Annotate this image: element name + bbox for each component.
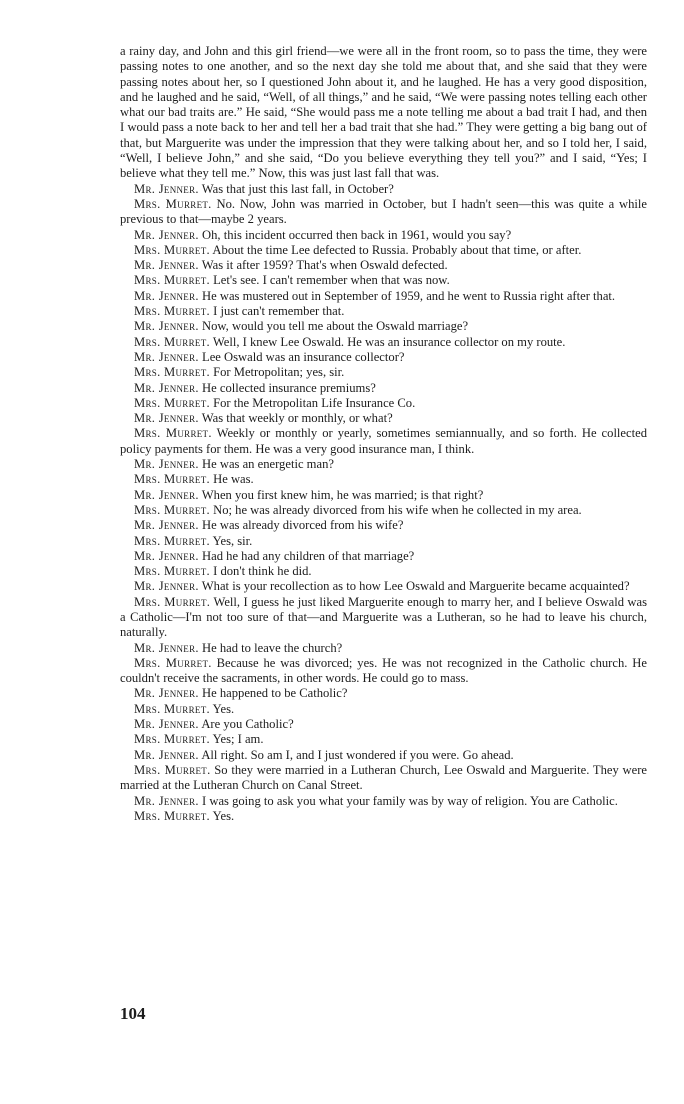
testimony-line bbox=[120, 396, 647, 411]
transcript-page bbox=[120, 44, 647, 824]
speaker-label: Mr. Jenner. bbox=[134, 319, 199, 334]
testimony-line bbox=[120, 534, 647, 549]
statement-text: He happened to be Catholic? bbox=[202, 686, 348, 701]
statement-text: He was mustered out in September of 1959, and he went to Russia right after that. bbox=[202, 288, 616, 303]
testimony-line bbox=[120, 717, 647, 732]
testimony-line bbox=[120, 549, 647, 564]
statement-text: No. Now, John was married in October, but I hadn't seen—this was quite a while previous to that—maybe 2 years. bbox=[120, 196, 647, 227]
statement-text: He collected insurance premiums? bbox=[202, 380, 376, 395]
speaker-label: Mrs. Murret. bbox=[134, 365, 210, 380]
testimony-line bbox=[120, 518, 647, 533]
testimony-line bbox=[120, 472, 647, 487]
statement-text: Yes; I am. bbox=[212, 732, 264, 747]
testimony-line bbox=[120, 411, 647, 426]
statement-text: I don't think he did. bbox=[213, 564, 312, 579]
speaker-label: Mr. Jenner. bbox=[134, 349, 199, 364]
speaker-label: Mr. Jenner. bbox=[134, 457, 199, 472]
statement-text: Because he was divorced; yes. He was not recognized in the Catholic church. He couldn't receive the sacraments, in other words. He could go to mass. bbox=[120, 655, 647, 686]
statement-text: All right. So am I, and I just wondered if you were. Go ahead. bbox=[201, 747, 514, 762]
statement-text: I was going to ask you what your family was by way of religion. You are Catholic. bbox=[202, 793, 618, 808]
speaker-label: Mrs. Murret. bbox=[134, 426, 212, 441]
testimony-line bbox=[120, 381, 647, 396]
testimony-exchanges bbox=[120, 182, 647, 824]
testimony-line bbox=[120, 335, 647, 350]
statement-text: For the Metropolitan Life Insurance Co. bbox=[213, 395, 416, 410]
speaker-label: Mr. Jenner. bbox=[134, 288, 199, 303]
testimony-line bbox=[120, 365, 647, 380]
testimony-line bbox=[120, 748, 647, 763]
speaker-label: Mrs. Murret. bbox=[134, 655, 212, 670]
speaker-label: Mrs. Murret. bbox=[134, 594, 211, 609]
statement-text: Oh, this incident occurred then back in 1961, would you say? bbox=[202, 227, 512, 242]
statement-text: Now, would you tell me about the Oswald marriage? bbox=[202, 319, 469, 334]
speaker-label: Mrs. Murret. bbox=[134, 701, 210, 716]
statement-text: No; he was already divorced from his wife when he collected in my area. bbox=[213, 502, 582, 517]
statement-text: For Metropolitan; yes, sir. bbox=[213, 365, 345, 380]
statement-text: He had to leave the church? bbox=[202, 640, 343, 655]
statement-text: Was that weekly or monthly, or what? bbox=[201, 411, 393, 426]
statement-text: Lee Oswald was an insurance collector? bbox=[202, 349, 405, 364]
speaker-label: Mr. Jenner. bbox=[134, 747, 199, 762]
opening-paragraph: a rainy day, and John and this girl friend—we were all in the front room, so to pass the time, they were passing notes to one another, and so the next day she told me about that, and she said that they were passing notes about her, so I questioned John about it, and he laughed. He has a very good disposition, and he laughed and he said, “Well, of all things,” and he said, “We were passing notes telling each other what our bad traits are.” He said, “She would pass me a note telling me about a bad trait I had, and then I would pass a note back to her and tell her a bad trait that she had.” They were getting a big bang out of that, but Marguerite was under the impression that they were talking about her, and so I told her, I said, “Well, I believe John,” and she said, “Do you believe everything they tell you?” and I said, “Yes; I believe what they tell me.” Now, this was just last fall that was. bbox=[120, 44, 647, 181]
speaker-label: Mrs. Murret. bbox=[134, 502, 210, 517]
speaker-label: Mr. Jenner. bbox=[134, 181, 199, 196]
statement-text: When you first knew him, he was married; is that right? bbox=[201, 487, 484, 502]
statement-text: About the time Lee defected to Russia. Probably about that time, or after. bbox=[212, 242, 582, 257]
speaker-label: Mrs. Murret. bbox=[134, 273, 210, 288]
testimony-line bbox=[120, 289, 647, 304]
speaker-label: Mr. Jenner. bbox=[134, 548, 199, 563]
testimony-line bbox=[120, 426, 647, 457]
statement-text: He was already divorced from his wife? bbox=[202, 518, 404, 533]
testimony-line bbox=[120, 243, 647, 258]
testimony-line bbox=[120, 228, 647, 243]
speaker-label: Mr. Jenner. bbox=[134, 258, 199, 273]
testimony-line bbox=[120, 641, 647, 656]
speaker-label: Mrs. Murret. bbox=[134, 533, 210, 548]
speaker-label: Mr. Jenner. bbox=[134, 686, 199, 701]
speaker-label: Mrs. Murret. bbox=[134, 472, 210, 487]
speaker-label: Mr. Jenner. bbox=[134, 380, 199, 395]
testimony-line bbox=[120, 457, 647, 472]
testimony-line bbox=[120, 656, 647, 687]
speaker-label: Mr. Jenner. bbox=[134, 518, 199, 533]
speaker-label: Mrs. Murret. bbox=[134, 808, 210, 823]
testimony-line bbox=[120, 350, 647, 365]
testimony-line bbox=[120, 579, 647, 594]
testimony-line bbox=[120, 304, 647, 319]
statement-text: So they were married in a Lutheran Church, Lee Oswald and Marguerite. They were married at the Lutheran Church on Canal Street. bbox=[120, 762, 647, 793]
statement-text: Yes. bbox=[212, 701, 235, 716]
speaker-label: Mr. Jenner. bbox=[134, 640, 199, 655]
speaker-label: Mrs. Murret. bbox=[134, 242, 210, 257]
statement-text: Was it after 1959? That's when Oswald defected. bbox=[201, 258, 448, 273]
testimony-line bbox=[120, 564, 647, 579]
statement-text: Was that just this last fall, in October? bbox=[201, 181, 394, 196]
speaker-label: Mrs. Murret. bbox=[134, 196, 212, 211]
testimony-line bbox=[120, 686, 647, 701]
page-number: 104 bbox=[120, 1004, 146, 1023]
statement-text: Had he had any children of that marriage? bbox=[202, 548, 415, 563]
statement-text: Weekly or monthly or yearly, sometimes semiannually, and so forth. He collected policy payments for them. He was a very good insurance man, I think. bbox=[120, 426, 648, 456]
testimony-line bbox=[120, 319, 647, 334]
testimony-line bbox=[120, 258, 647, 273]
statement-text: Well, I guess he just liked Marguerite enough to marry her, and I believe Oswald was a Catholic—I'm not too sure of that—and Marguerite was a Lutheran, so he had to leave his church, naturally. bbox=[120, 594, 648, 640]
testimony-line bbox=[120, 488, 647, 503]
testimony-line bbox=[120, 182, 647, 197]
testimony-line bbox=[120, 809, 647, 824]
speaker-label: Mrs. Murret. bbox=[134, 395, 210, 410]
speaker-label: Mr. Jenner. bbox=[134, 579, 199, 594]
testimony-line bbox=[120, 702, 647, 717]
speaker-label: Mrs. Murret. bbox=[134, 762, 211, 777]
testimony-line bbox=[120, 273, 647, 288]
statement-text: Let's see. I can't remember when that was now. bbox=[213, 273, 450, 288]
speaker-label: Mrs. Murret. bbox=[134, 564, 210, 579]
speaker-label: Mr. Jenner. bbox=[134, 487, 199, 502]
statement-text: He was. bbox=[213, 472, 254, 487]
speaker-label: Mr. Jenner. bbox=[134, 227, 199, 242]
testimony-line bbox=[120, 732, 647, 747]
testimony-line bbox=[120, 197, 647, 228]
statement-text: Are you Catholic? bbox=[201, 717, 294, 732]
speaker-label: Mrs. Murret. bbox=[134, 304, 210, 319]
speaker-label: Mrs. Murret. bbox=[134, 334, 210, 349]
speaker-label: Mr. Jenner. bbox=[134, 793, 199, 808]
testimony-line bbox=[120, 595, 647, 641]
statement-text: Well, I knew Lee Oswald. He was an insurance collector on my route. bbox=[212, 334, 566, 349]
speaker-label: Mr. Jenner. bbox=[134, 717, 199, 732]
statement-text: Yes, sir. bbox=[212, 533, 253, 548]
statement-text: I just can't remember that. bbox=[213, 304, 345, 319]
testimony-line bbox=[120, 763, 647, 794]
testimony-line bbox=[120, 794, 647, 809]
speaker-label: Mrs. Murret. bbox=[134, 732, 210, 747]
statement-text: Yes. bbox=[212, 808, 235, 823]
statement-text: What is your recollection as to how Lee Oswald and Marguerite became acquainted? bbox=[201, 579, 630, 594]
speaker-label: Mr. Jenner. bbox=[134, 411, 199, 426]
statement-text: He was an energetic man? bbox=[202, 457, 334, 472]
testimony-line bbox=[120, 503, 647, 518]
